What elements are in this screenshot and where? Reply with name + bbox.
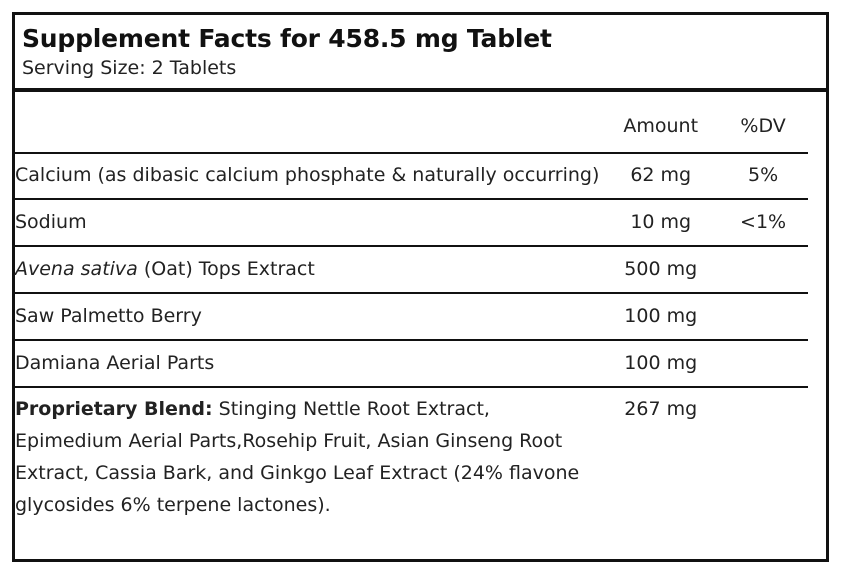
ingredient-name: Saw Palmetto Berry [12, 293, 603, 340]
table-row [12, 340, 808, 387]
table-row [12, 153, 808, 199]
ingredient-dv [718, 293, 808, 340]
column-header-dv: %DV [740, 115, 786, 137]
ingredient-name: Damiana Aerial Parts [12, 340, 603, 387]
ingredient-amount: 267 mg [603, 387, 718, 531]
ingredient-latin-name: Avena sativa [15, 258, 138, 280]
ingredient-dv [718, 246, 808, 293]
table-header-row [12, 96, 808, 153]
column-header-name [12, 96, 603, 153]
ingredient-name [12, 387, 603, 531]
serving-size: Serving Size: 2 Tablets [22, 57, 237, 79]
ingredient-name-rest: (Oat) Tops Extract [137, 258, 315, 280]
ingredient-dv: <1% [718, 199, 808, 246]
panel-header [15, 15, 826, 92]
ingredient-name-rest: Stinging Nettle Root Extract, Epimedium Aerial Parts,Rosehip Fruit, Asian Ginseng Root Extract, Cassia Bark, and Ginkgo Leaf Extract (24% flavone glycosides 6% terpene lactones). [15, 398, 580, 516]
table-row [12, 199, 808, 246]
ingredient-amount: 100 mg [603, 340, 718, 387]
ingredient-name: Sodium [12, 199, 603, 246]
table-row [12, 387, 808, 531]
table-row [12, 246, 808, 293]
column-header-amount: Amount [623, 115, 699, 137]
ingredient-amount: 10 mg [603, 199, 718, 246]
ingredient-name [12, 246, 603, 293]
ingredient-name: Calcium (as dibasic calcium phosphate & naturally occurring) [12, 153, 603, 199]
ingredient-dv: 5% [718, 153, 808, 199]
ingredient-amount: 500 mg [603, 246, 718, 293]
ingredient-dv [718, 340, 808, 387]
ingredient-amount: 62 mg [603, 153, 718, 199]
table-row [12, 293, 808, 340]
panel-title: Supplement Facts for 458.5 mg Tablet [22, 24, 552, 53]
proprietary-blend-label: Proprietary Blend: [15, 398, 213, 420]
ingredient-dv [718, 387, 808, 531]
ingredient-amount: 100 mg [603, 293, 718, 340]
facts-table [12, 96, 808, 531]
